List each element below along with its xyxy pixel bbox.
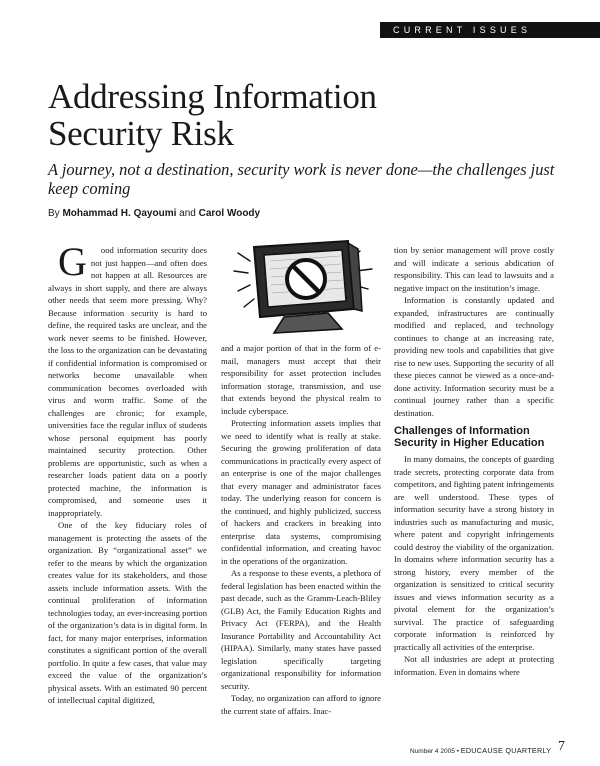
byline-and: and bbox=[179, 208, 196, 219]
section-heading: Challenges of Information Security in Higher Education bbox=[394, 425, 545, 449]
computer-monitor-icon bbox=[230, 237, 380, 335]
column-3 bbox=[394, 244, 554, 678]
title-line-1: Addressing Information bbox=[48, 77, 377, 116]
paragraph: In many domains, the concepts of guarding trade secrets, protecting corporate data from competitors, and fighting patent infringements are well understood. These types of information security have a strong history in industries such as manufacturing and music, where patent and copyright infringements could destroy the viability of the organization. In domains where information security has a strong history, every member of the organization is sensitized to critical security issues and views information security as a pivotal element for the organization’s survival. The practice of safeguarding corporate information is reinforced by practically all activities of the enterprise. bbox=[394, 454, 554, 652]
paragraph: tion by senior management will prove costly and will indicate a serious abdication of responsibility. This can lead to lawsuits and a negative impact on the institution’s image. bbox=[394, 245, 554, 293]
paragraph: One of the key fiduciary roles of management is protecting the assets of the organization. By “organizational asset” we refer to the means by which the organization creates value for its stakeholders, and those assets include information assets. With the continual proliferation of information technologies today, an ever-increasing portion of the organization’s data is in digital form. In fact, for many major enterprises, information constitutes a significant portion of the overall portfolio. In quite a few cases, that value may exceed the value of the organization’s physical assets. With an estimated 90 percent of intellectual capital digitized, bbox=[48, 520, 207, 705]
page-footer bbox=[410, 746, 551, 755]
paragraph: G ood information security does not just happen—and often does not happen at all. Resources are always in short supply, and there are always other needs that seem more pressing. Why? Because information security is hard to define, the required tasks are unclear, and the work never seems to be finished. However, the loss to the organization can be devastating if confidential information is compromised or networks become unavailable when communication becomes overloaded with virus and worm traffic. Some of the challenges are chronic; for example, universities face the regular influx of students whose personal equipment has poorly maintained security protection. Other problems are opportunistic, such as when a researcher loads patient data on a poorly protected machine, the information is compromised, and someone uses it inappropriately. bbox=[48, 239, 207, 518]
paragraph: Today, no organization can afford to ignore the current state of affairs. Inac- bbox=[221, 693, 381, 716]
byline-prefix: By bbox=[48, 208, 60, 219]
section-label: CURRENT ISSUES bbox=[380, 22, 600, 38]
author-1: Mohammad H. Qayoumi bbox=[62, 208, 177, 219]
article-subtitle: A journey, not a destination, security work is never done—the challenges just keep coming bbox=[48, 160, 555, 198]
page-number: 7 bbox=[558, 739, 565, 754]
column-1 bbox=[48, 239, 207, 707]
issue-label: Number 4 2005 bbox=[410, 748, 455, 755]
article-title bbox=[48, 78, 468, 152]
paragraph: Information is constantly updated and expanded, infrastructures are continually modified and replaced, and technology continues to change at an increasing rate, providing new tools and capabilities that give rise to new uses. Supporting the security of all these pieces cannot be viewed as a once-and-done activity. Information security must be a continual journey rather than a specific destination. bbox=[394, 295, 554, 418]
paragraph: Not all industries are adept at protecting information. Even in domains where bbox=[394, 654, 554, 677]
column-2 bbox=[221, 342, 381, 717]
paragraph: and a major portion of that in the form of e-mail, managers must accept that their responsibility for asset protection includes information storage, transmission, and use that extends beyond the physical realm to include cyberspace. bbox=[221, 343, 381, 416]
author-2: Carol Woody bbox=[198, 208, 261, 219]
byline bbox=[48, 208, 260, 219]
publication-name: EDUCAUSE QUARTERLY bbox=[460, 746, 552, 755]
paragraph: As a response to these events, a plethora of federal legislation has been enacted within the past decade, such as the Gramm-Leach-Bliley (GLB) Act, the Family Education Rights and Privacy Act (FERPA), and the Health Insurance Portability and Accountability Act (HIPAA). Similarly, many states have passed legislation specifically targeting organizational responsibility for information security. bbox=[221, 568, 381, 691]
title-line-2: Security Risk bbox=[48, 114, 234, 153]
footer-separator: • bbox=[456, 748, 459, 755]
paragraph: Protecting information assets implies that we need to identify what is really at stake. Securing the growing proliferation of data communications in practically every aspect of an enterprise is one of the major challenges that every manager and administrator faces today. The underlying reason for concern is the continued, and highly publicized, success of hackers and crackers in breaking into enterprise data systems, compromising confidential information, and creating havoc in the operations of the organization. bbox=[221, 418, 381, 566]
prohibition-sign-icon bbox=[287, 260, 325, 298]
drop-cap: G bbox=[58, 239, 87, 284]
